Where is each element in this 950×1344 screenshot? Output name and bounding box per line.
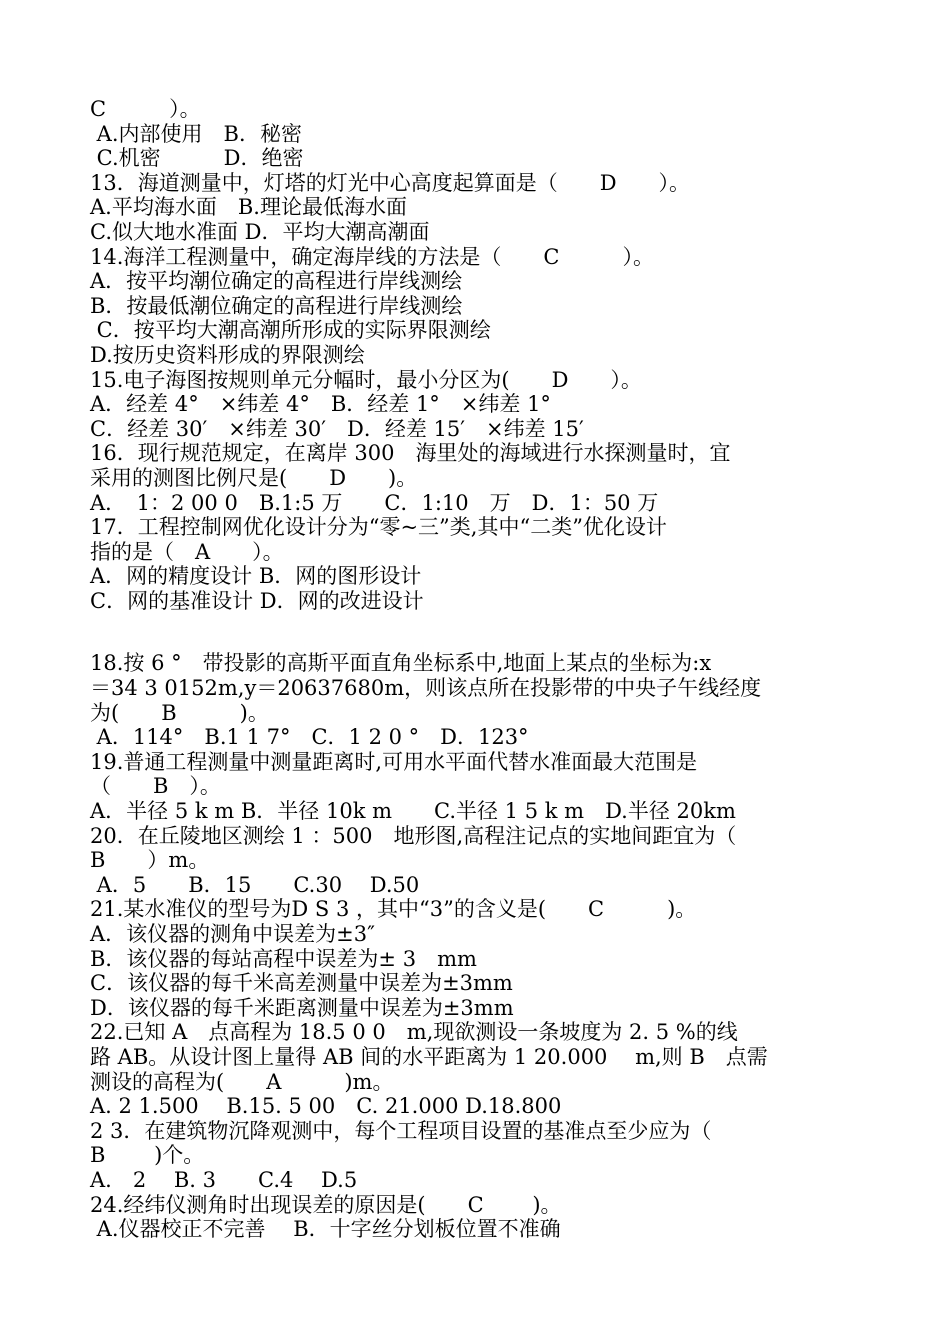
q19-question-line1: 19.普通工程测量中测量距离时,可用水平面代替水准面最大范围是 [90, 749, 698, 774]
q13-options-cd: C.似大地水准面 D．平均大潮高潮面 [90, 219, 430, 244]
q21-question: 21.某水准仪的型号为D S 3 ，其中“3”的含义是( C )。 [90, 897, 697, 922]
q21-option-b: B．该仪器的每站高程中误差为± 3 mm [90, 946, 477, 971]
q22-question-line2: 路 AB。从设计图上量得 AB 间的水平距离为 1 20.000 m,则 B 点需 [90, 1044, 768, 1069]
q16-options: A． 1：2 00 0 B.1:5 万 C．1:10 万 D．1：50 万 [90, 490, 659, 515]
q12-question-tail: C ）。 [90, 97, 201, 121]
q17-options-cd: C．网的基准设计 D．网的改进设计 [90, 588, 424, 613]
q18-question-line2: ＝34 3 0152m,y＝20637680m，则该点所在投影带的中央子午线经度 [90, 676, 762, 701]
q23-options: A. 2 B. 3 C.4 D.5 [90, 1167, 358, 1192]
q14-option-a: A．按平均潮位确定的高程进行岸线测绘 [90, 269, 463, 294]
q18-question-line3: 为( B )。 [90, 700, 269, 725]
blank-gap [90, 613, 920, 651]
q16-question-line1: 16．现行规范规定，在离岸 300 海里处的海域进行水探测量时，宜 [90, 441, 731, 466]
q15-options-cd: C．经差 30′ ×纬差 30′ D．经差 15′ ×纬差 15′ [90, 416, 584, 441]
q20-options: A．5 B．15 C.30 D.50 [90, 872, 420, 897]
q18-options: A．114° B.1 1 7° C．1 2 0 ° D．123° [90, 725, 529, 750]
q14-option-d: D.按历史资料形成的界限测绘 [90, 342, 365, 367]
q15-question: 15.电子海图按规则单元分幅时，最小分区为( D ）。 [90, 367, 642, 392]
q12-options-ab: A.内部使用 B．秘密 [90, 121, 302, 146]
q22-options: A. 2 1.500 B.15. 5 00 C. 21.000 D.18.800 [90, 1094, 562, 1119]
q14-option-b: B．按最低潮位确定的高程进行岸线测绘 [90, 293, 463, 318]
document-page [90, 97, 920, 1242]
q17-question-line2: 指的是（ A ）。 [90, 539, 284, 564]
q19-options: A．半径 5 k m B．半径 10k m C.半径 1 5 k m D.半径 20km [90, 799, 736, 824]
q23-question-line2: B )个。 [90, 1143, 205, 1168]
q20-question-line1: 20．在丘陵地区测绘 1 ：500 地形图,高程注记点的实地间距宜为（ [90, 823, 737, 848]
q21-option-a: A．该仪器的测角中误差为±3″ [90, 922, 375, 946]
q13-options-ab: A.平均海水面 B.理论最低海水面 [90, 195, 407, 220]
q20-question-line2: B ）m。 [90, 848, 210, 873]
q22-question-line3: 测设的高程为( A )m。 [90, 1069, 394, 1094]
q17-options-ab: A．网的精度设计 B．网的图形设计 [90, 564, 422, 589]
q24-options-ab: A.仪器校正不完善 B．十字丝分划板位置不准确 [90, 1217, 561, 1242]
q14-question: 14.海洋工程测量中，确定海岸线的方法是（ C ）。 [90, 244, 654, 269]
q14-option-c: C．按平均大潮高潮所形成的实际界限测绘 [90, 318, 491, 343]
q13-question: 13．海道测量中，灯塔的灯光中心高度起算面是（ D ）。 [90, 170, 691, 195]
q21-option-c: C．该仪器的每千米高差测量中误差为±3mm [90, 971, 513, 996]
q24-question: 24.经纬仪测角时出现误差的原因是( C )。 [90, 1192, 562, 1217]
q18-question-line1: 18.按 6 ° 带投影的高斯平面直角坐标系中,地面上某点的坐标为:x [90, 651, 712, 676]
q16-question-line2: 采用的测图比例尺是( D )。 [90, 465, 418, 490]
q21-option-d: D．该仪器的每千米距离测量中误差为±3mm [90, 995, 514, 1020]
q15-options-ab: A．经差 4° ×纬差 4° B．经差 1° ×纬差 1° [90, 392, 551, 417]
q12-options-cd: C.机密 D．绝密 [90, 146, 304, 171]
q23-question-line1: 2 3．在建筑物沉降观测中，每个工程项目设置的基准点至少应为（ [90, 1118, 712, 1143]
q19-question-line2: （ B ）。 [90, 774, 221, 799]
q17-question-line1: 17．工程控制网优化设计分为“零~三”类,其中“二类”优化设计 [90, 515, 667, 540]
q22-question-line1: 22.已知 A 点高程为 18.5 0 0 m,现欲测设一条坡度为 2. 5 %的线 [90, 1020, 738, 1045]
